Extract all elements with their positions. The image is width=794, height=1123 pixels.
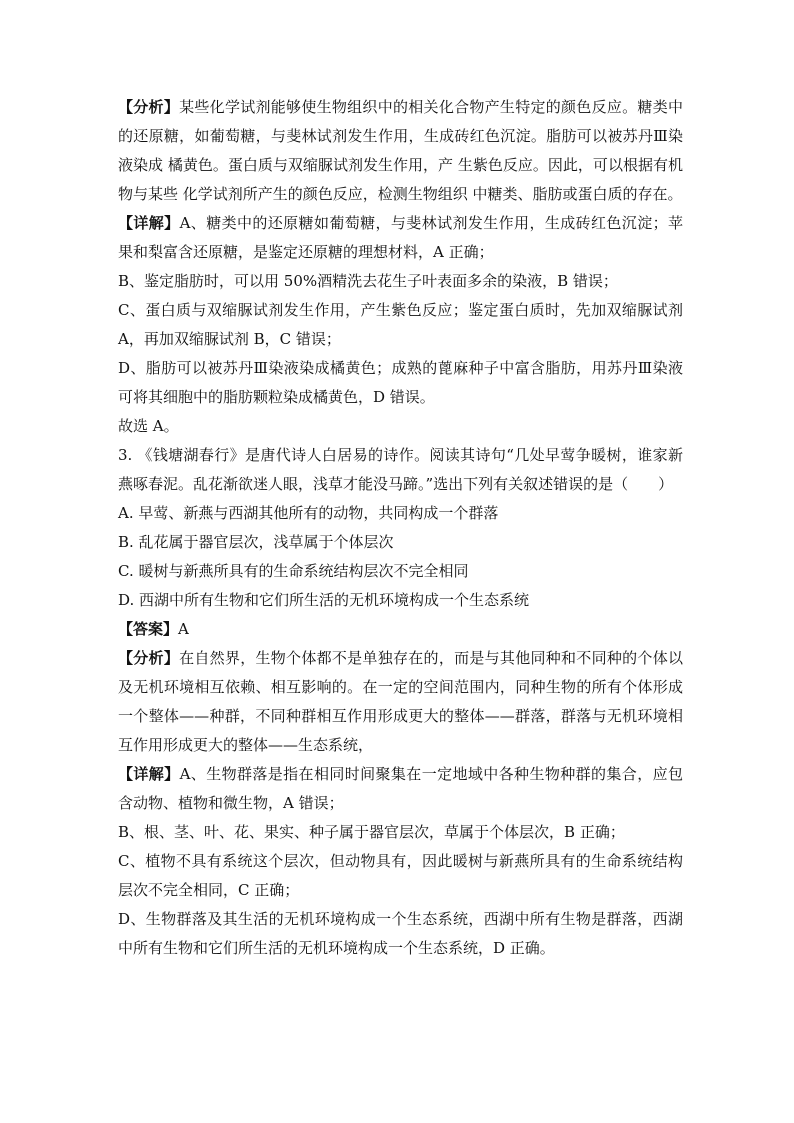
section-tag: 【分析】	[118, 649, 180, 667]
section-tag: 【答案】	[118, 620, 179, 638]
document-page	[118, 93, 683, 963]
detail-paragraph-2b: B、根、茎、叶、花、果实、种子属于器官层次，草属于个体层次，B 正确；	[118, 823, 625, 841]
section-tag: 【详解】	[118, 214, 180, 232]
analysis-paragraph-2: 【分析】在自然界，生物个体都不是单独存在的，而是与其他同种和不同种的个体以及无机环境相互依赖、相互影响的。在一定的空间范围内，同种生物的所有个体形成一个整体——种群，不同种群相互作用形成更大的整体——群落，群落与无机环境相互作用形成更大的整体——生态系统，	[118, 649, 683, 754]
detail-paragraph-c: C、蛋白质与双缩脲试剂发生作用，产生紫色反应；鉴定蛋白质时，先加双缩脲试剂 A，再加双缩脲试剂 B，C 错误；	[118, 301, 683, 348]
detail-paragraph-2a: 【详解】A、生物群落是指在相同时间聚集在一定地域中各种生物种群的集合，应包含动物、植物和微生物，A 错误；	[118, 765, 683, 812]
question-3-stem: 3. 《钱塘湖春行》是唐代诗人白居易的诗作。阅读其诗句“几处早莺争暖树，谁家新燕啄春泥。乱花渐欲迷人眼，浅草才能没马蹄。”选出下列有关叙述错误的是（ ）	[118, 446, 683, 493]
answer-choice: 故选 A。	[118, 417, 179, 435]
detail-paragraph-a: 【详解】A、糖类中的还原糖如葡萄糖，与斐林试剂发生作用，生成砖红色沉淀；苹果和梨富含还原糖，是鉴定还原糖的理想材料，A 正确；	[118, 214, 683, 261]
question-3-option-a: A. 早莺、新燕与西湖其他所有的动物，共同构成一个群落	[118, 504, 499, 522]
analysis-paragraph-1: 【分析】某些化学试剂能够使生物组织中的相关化合物产生特定的颜色反应。糖类中的还原糖，如葡萄糖，与斐林试剂发生作用，生成砖红色沉淀。脂肪可以被苏丹Ⅲ染液染成 橘黄色。蛋白质与双缩脲试剂发生作用，产 生紫色反应。因此，可以根据有机物与某些 化学试剂所产生的颜色反应，检测生物组织 中糖类、脂肪或蛋白质的存在。	[118, 98, 683, 203]
question-3-option-b: B. 乱花属于器官层次，浅草属于个体层次	[118, 533, 394, 551]
answer-paragraph: 【答案】A	[118, 620, 189, 638]
question-3-option-d: D. 西湖中所有生物和它们所生活的无机环境构成一个生态系统	[118, 591, 530, 609]
detail-paragraph-b: B、鉴定脂肪时，可以用 50%酒精洗去花生子叶表面多余的染液，B 错误；	[118, 272, 618, 290]
question-3-option-c: C. 暖树与新燕所具有的生命系统结构层次不完全相同	[118, 562, 469, 580]
detail-paragraph-2c: C、植物不具有系统这个层次，但动物具有，因此暖树与新燕所具有的生命系统结构层次不完全相同，C 正确；	[118, 852, 683, 899]
detail-paragraph-d: D、脂肪可以被苏丹Ⅲ染液染成橘黄色；成熟的蓖麻种子中富含脂肪，用苏丹Ⅲ染液可将其细胞中的脂肪颗粒染成橘黄色，D 错误。	[118, 359, 683, 406]
detail-paragraph-2d: D、生物群落及其生活的无机环境构成一个生态系统，西湖中所有生物是群落，西湖中所有生物和它们所生活的无机环境构成一个生态系统，D 正确。	[118, 910, 683, 957]
section-tag: 【分析】	[118, 98, 180, 116]
section-tag: 【详解】	[118, 765, 180, 783]
